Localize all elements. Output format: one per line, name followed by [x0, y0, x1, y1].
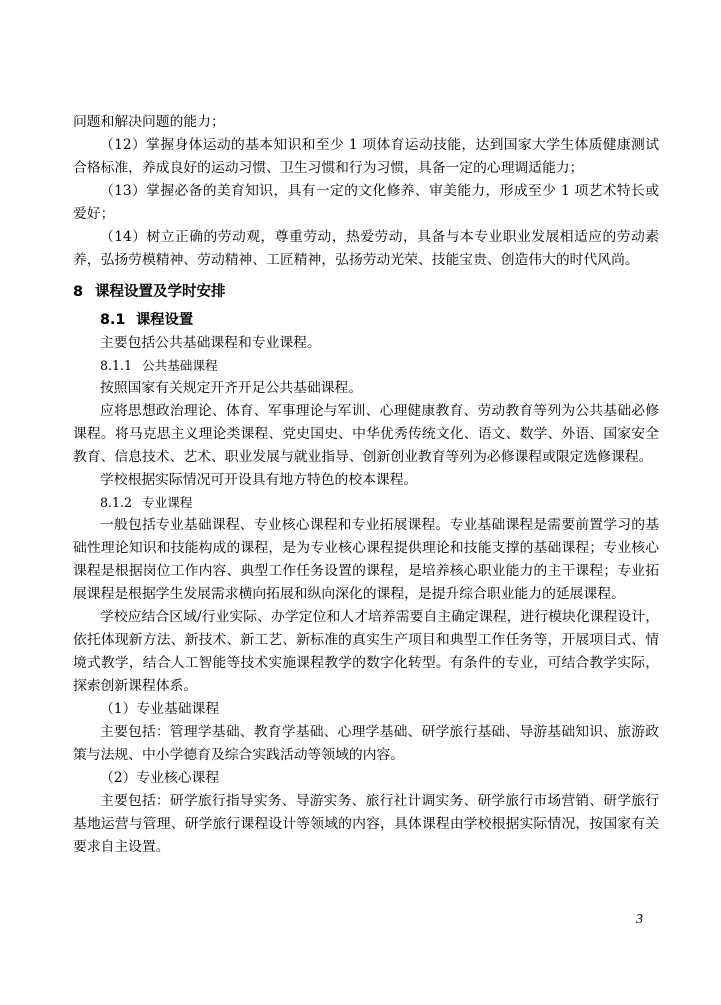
paragraph: 学校根据实际情况可开设具有地方特色的校本课程。	[100, 472, 418, 488]
subsection-title: 专业课程	[142, 495, 193, 510]
chapter-title: 课程设置及学时安排	[95, 284, 226, 300]
paragraph: 主要包括：管理学基础、教育学基础、心理学基础、研学旅行基础、导游基础知识、旅游政策与法规、中小学德育及综合实践活动等领域的内容。	[73, 724, 659, 763]
paragraph: 主要包括：研学旅行指导实务、导游实务、旅行社计调实务、研学旅行市场营销、研学旅行基地运营与管理、研学旅行课程设计等领域的内容，具体课程由学校根据实际情况，按国家有关要求自主设置。	[73, 793, 659, 855]
chapter-heading	[73, 278, 659, 306]
subsection-heading	[73, 355, 659, 377]
paragraph: 学校应结合区域/行业实际、办学定位和人才培养需要自主确定课程，进行模块化课程设计，依托体现新方法、新技术、新工艺、新标准的真实生产项目和典型工作任务等，开展项目式、情境式教学，结合人工智能等技术实施课程教学的数字化转型。有条件的专业，可结合教学实际，探索创新课程体系。	[73, 609, 659, 694]
list-heading: （2）专业核心课程	[100, 770, 220, 786]
paragraph: （14）树立正确的劳动观，尊重劳动，热爱劳动，具备与本专业职业发展相适应的劳动素养，弘扬劳模精神、劳动精神、工匠精神，弘扬劳动光荣、技能宝贵、创造伟大的时代风尚。	[73, 229, 659, 268]
paragraph: （13）掌握必备的美育知识，具有一定的文化修养、审美能力，形成至少 1 项艺术特长或爱好；	[73, 183, 659, 222]
section-heading	[73, 308, 659, 332]
subsection-heading	[73, 492, 659, 514]
list-heading: （1）专业基础课程	[100, 701, 220, 717]
subsection-number: 8.1.1	[100, 358, 133, 373]
subsection-number: 8.1.2	[100, 495, 133, 510]
page-number: 3	[636, 912, 643, 927]
subsection-title: 公共基础课程	[142, 358, 218, 373]
page-content	[73, 111, 659, 859]
paragraph: 一般包括专业基础课程、专业核心课程和专业拓展课程。专业基础课程是需要前置学习的基础性理论知识和技能构成的课程，是为专业核心课程提供理论和技能支撑的基础课程；专业核心课程是根据岗位工作内容、典型工作任务设置的课程，是培养核心职业能力的主干课程；专业拓展课程是根据学生发展需求横向拓展和纵向深化的课程，是提升综合职业能力的延展课程。	[73, 517, 659, 602]
section-number: 8.1	[100, 312, 126, 328]
chapter-number: 8	[73, 284, 84, 300]
section-title: 课程设置	[136, 312, 194, 328]
paragraph: 问题和解决问题的能力；	[73, 114, 225, 130]
paragraph: 按照国家有关规定开齐开足公共基础课程。	[100, 380, 363, 396]
paragraph: 主要包括公共基础课程和专业课程。	[100, 335, 321, 351]
paragraph: 应将思想政治理论、体育、军事理论与军训、心理健康教育、劳动教育等列为公共基础必修课程。将马克思主义理论类课程、党史国史、中华优秀传统文化、语文、数学、外语、国家安全教育、信息技术、艺术、职业发展与就业指导、创新创业教育等列为必修课程或限定选修课程。	[73, 403, 659, 465]
paragraph: （12）掌握身体运动的基本知识和至少 1 项体育运动技能，达到国家大学生体质健康测试合格标准，养成良好的运动习惯、卫生习惯和行为习惯，具备一定的心理调适能力；	[73, 137, 659, 176]
